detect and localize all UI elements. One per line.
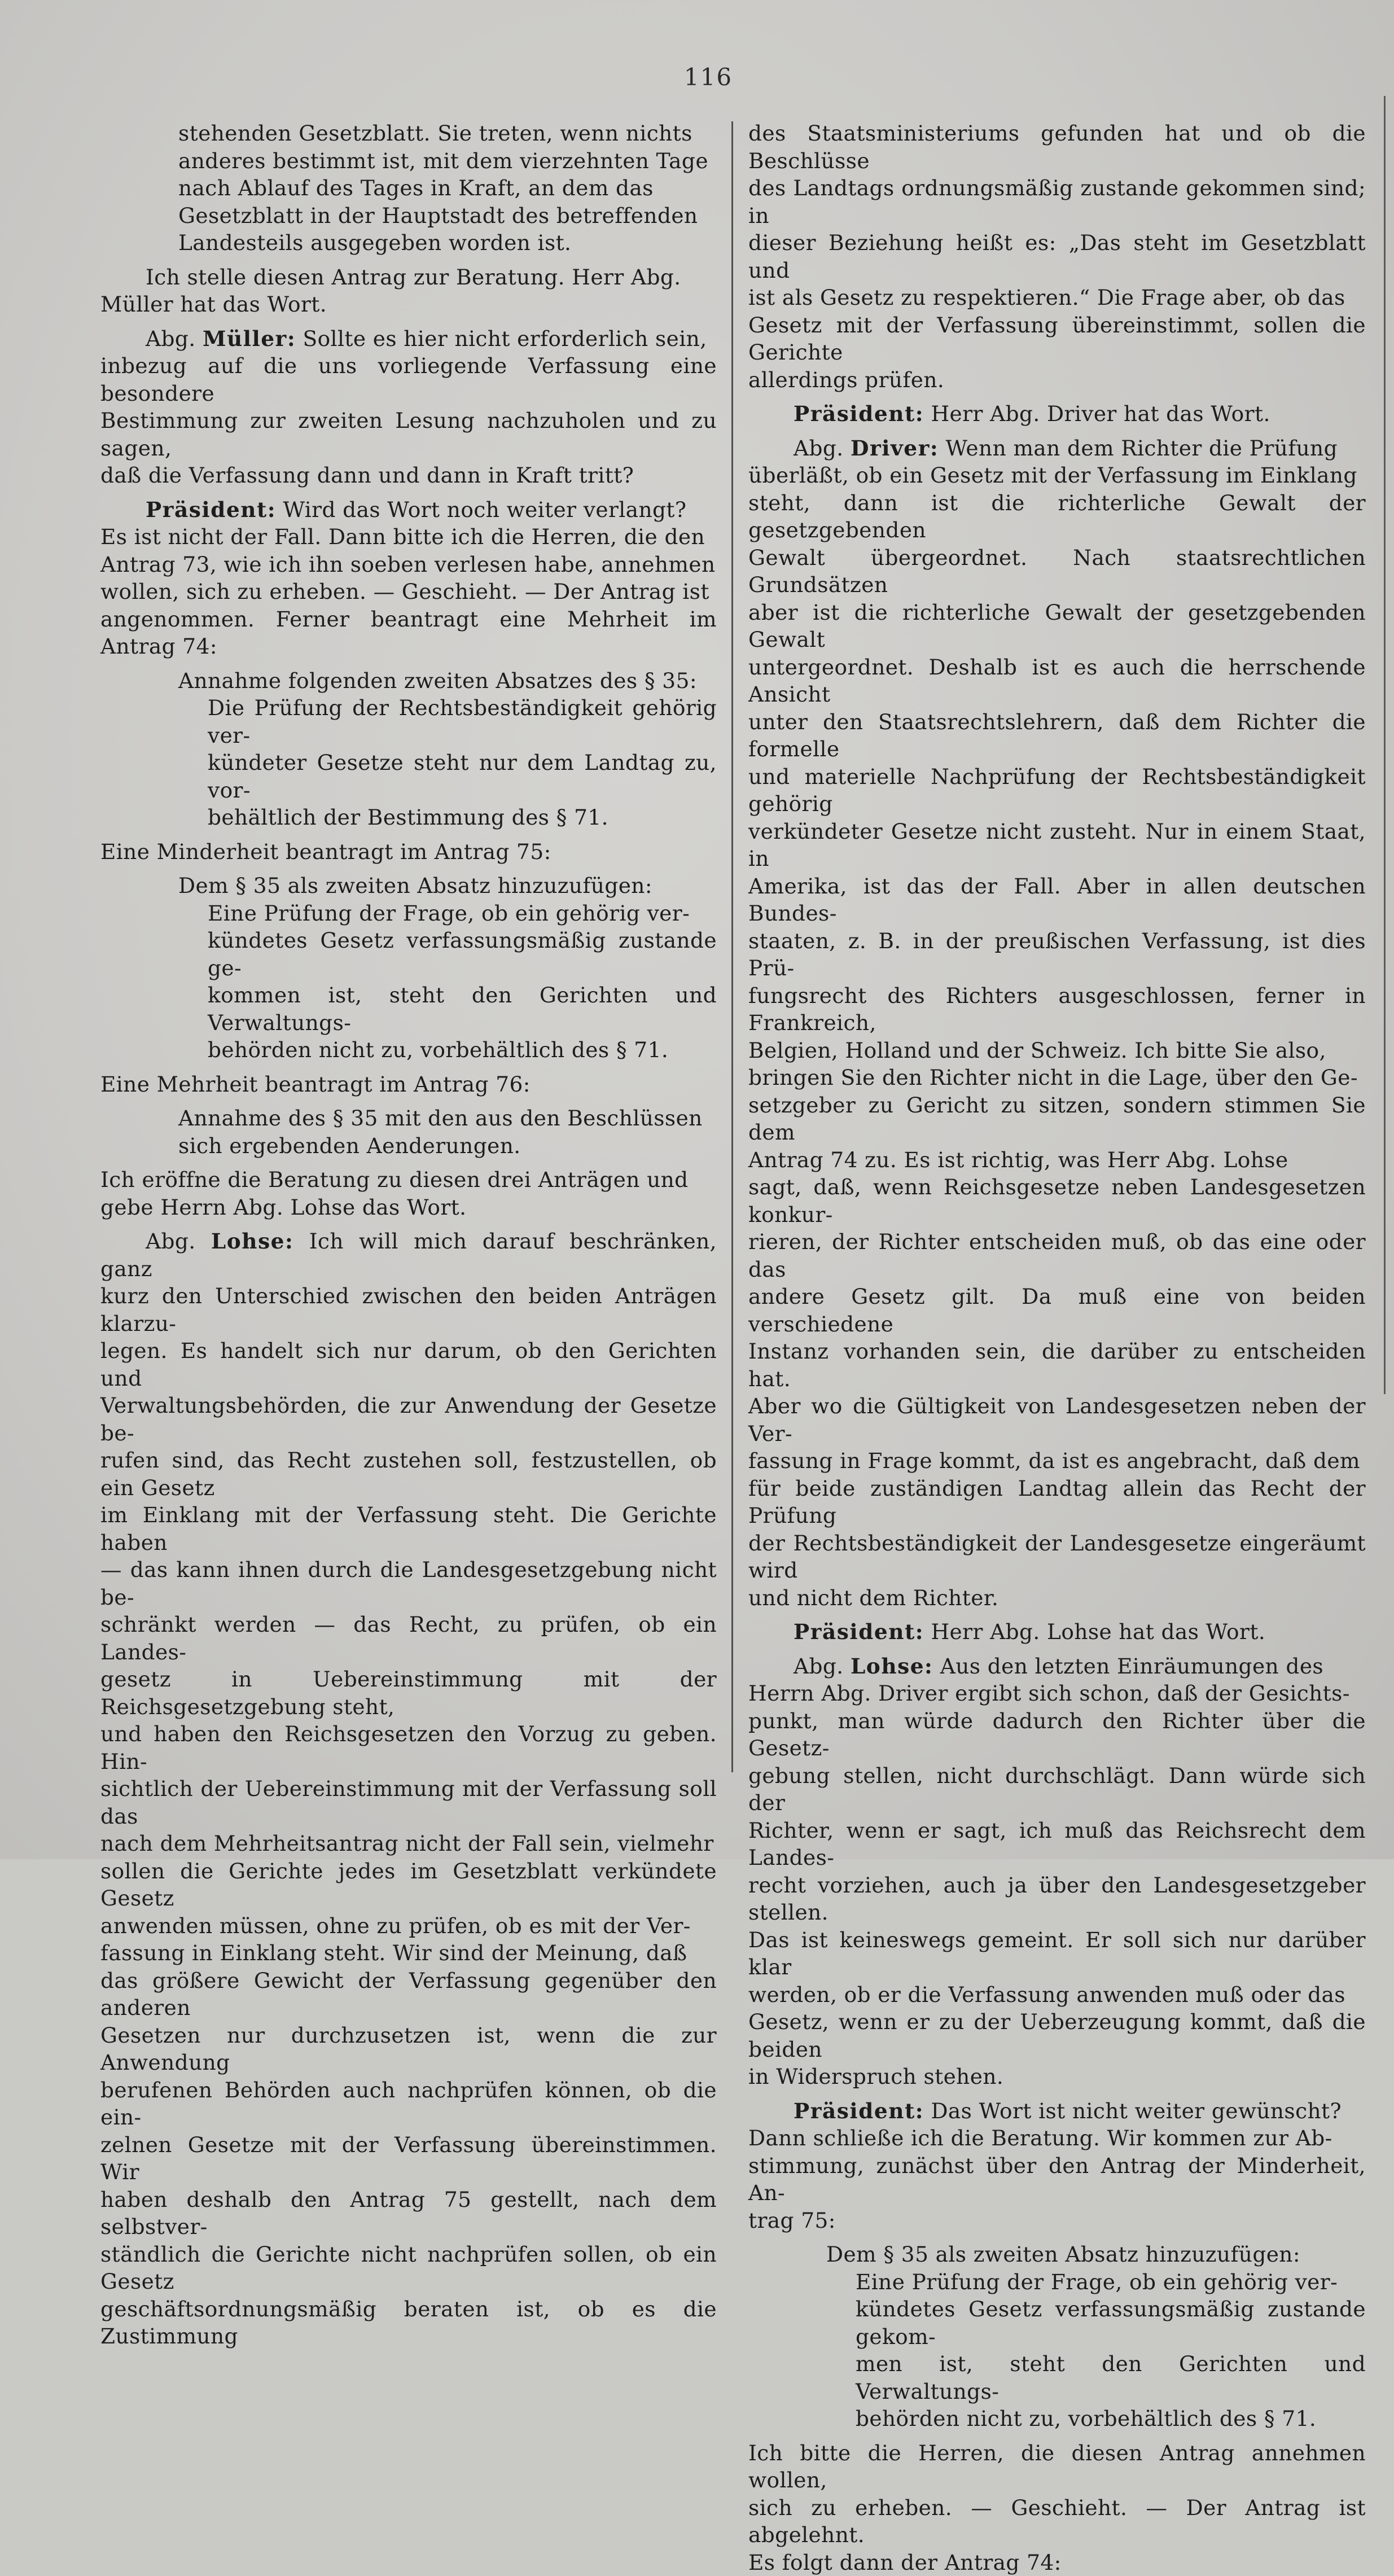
speaker-name: Präsident: (794, 2099, 924, 2123)
page-edge-rule (1384, 96, 1386, 1394)
speech-paragraph (748, 1618, 1366, 1646)
speech-prefix: Abg. (146, 1229, 211, 1254)
motion-heading: Dem § 35 als zweiten Absatz hinzuzufügen: (748, 2241, 1366, 2268)
speech-prefix: Abg. (146, 326, 203, 351)
speech-text: Wenn man dem Richter die Prüfung überläßt, ob ein Gesetz mit der Verfassung im Einklang steht, dann ist die richterliche Gewalt der gesetzgebenden Gewalt übergeordnet. Nach staatsrechtlichen Grundsätzen aber ist die richterliche Gewalt der gesetzgebenden Gewalt untergeordnet. Deshalb ist es auch die herrschende Ansicht unter den Staatsrechtslehrern, daß dem Richter die formelle und materielle Nachprüfung der Rechtsbeständigkeit gehörig verkündeter Gesetze nicht zusteht. Nur in einem Staat, in Amerika, ist das der Fall. Aber in allen deutschen Bundes- staaten, z. B. in der preußischen Verfassung, ist dies Prü- fungsrecht des Richters ausgeschlossen, ferner in Frankreich, Belgien, Holland und der Schweiz. Ich bitte Sie also, bringen Sie den Richter nicht in die Lage, über den Ge- setzgeber zu Gericht zu sitzen, sondern stimmen Sie dem Antrag 74 zu. Es ist richtig, was Herr Abg. Lohse sagt, daß, wenn Reichsgesetze neben Landesgesetzen konkur- rieren, der Richter entscheiden muß, ob das eine oder das andere Gesetz gilt. Da muß eine von beiden verschiedene Instanz vorhanden sein, die darüber zu entscheiden hat. Aber wo die Gültigkeit von Landesgesetzen neben der Ver- fassung in Frage kommt, da ist es angebracht, daß dem für beide zuständigen Landtag allein das Recht der Prüfung der Rechtsbeständigkeit der Landesgesetze eingeräumt wird und nicht dem Richter. (748, 436, 1366, 1610)
speech-text: Wird das Wort noch weiter verlangt? Es ist nicht der Fall. Dann bitte ich die Herren, die den Antrag 73, wie ich ihn soeben verlesen habe, annehmen wollen, sich zu erheben. — Geschieht. — Der Antrag ist angenommen. Ferner beantragt eine Mehrheit im Antrag 74: (100, 497, 717, 659)
page-number: 116 (674, 63, 742, 91)
speaker-name: Lohse: (211, 1229, 293, 1254)
paragraph: Ich eröffne die Beratung zu diesen drei Anträgen und gebe Herrn Abg. Lohse das Wort. (100, 1166, 717, 1221)
paragraph: Ich stelle diesen Antrag zur Beratung. Herr Abg. Müller hat das Wort. (100, 264, 717, 318)
motion-heading: Annahme folgenden zweiten Absatzes des § 35: (100, 667, 717, 695)
right-column (748, 120, 1366, 2576)
paragraph: stehenden Gesetzblatt. Sie treten, wenn nichts anderes bestimmt ist, mit dem vierzehnten Tage nach Ablauf des Tages in Kraft, an dem das Gesetzblatt in der Hauptstadt des betreffenden Landesteils ausgegeben worden ist. (100, 120, 717, 257)
speech-text: Herr Abg. Lohse hat das Wort. (924, 1619, 1265, 1644)
speech-text: Aus den letzten Einräumungen des Herrn Abg. Driver ergibt sich schon, daß der Gesichts- punkt, man würde dadurch den Richter über die Gesetz- gebung stellen, nicht durchschlägt. Dann würde sich der Richter, wenn er sagt, ich muß das Reichsrecht dem Landes- recht vorziehen, auch ja über den Landesgesetzgeber stellen. Das ist keineswegs gemeint. Er soll sich nur darüber klar werden, ob er die Verfassung anwenden muß oder das Gesetz, wenn er zu der Ueberzeugung kommt, daß die beiden in Widerspruch stehen. (748, 1654, 1366, 2089)
speaker-name: Driver: (851, 436, 939, 461)
speech-paragraph (748, 435, 1366, 1612)
speech-text: Ich will mich darauf beschränken, ganz kurz den Unterschied zwischen den beiden Anträgen klarzu- legen. Es handelt sich nur darum, ob den Gerichten und Verwaltungsbehörden, die zur Anwendung der Gesetze be- rufen sind, das Recht zustehen soll, festzustellen, ob ein Gesetz im Einklang mit der Verfassung steht. Die Gerichte haben — das kann ihnen durch die Landesgesetzgebung nicht be- schränkt werden — das Recht, zu prüfen, ob ein Landes- gesetz in Uebereinstimmung mit der Reichsgesetzgebung steht, und haben den Reichsgesetzen den Vorzug zu geben. Hin- sichtlich der Uebereinstimmung mit der Verfassung soll das nach dem Mehrheitsantrag nicht der Fall sein, vielmehr sollen die Gerichte jedes im Gesetzblatt verkündete Gesetz anwenden müssen, ohne zu prüfen, ob es mit der Ver- fassung in Einklang steht. Wir sind der Meinung, daß das größere Gewicht der Verfassung gegenüber den anderen Gesetzen nur durchzusetzen ist, wenn die zur Anwendung berufenen Behörden auch nachprüfen können, ob die ein- zelnen Gesetze mit der Verfassung übereinstimmen. Wir haben deshalb den Antrag 75 gestellt, nach dem selbstver- ständlich die Gerichte nicht nachprüfen sollen, ob ein Gesetz geschäftsordnungsmäßig beraten ist, ob es die Zustimmung (100, 1229, 717, 2349)
speaker-name: Müller: (203, 326, 296, 351)
column-divider (731, 121, 733, 1772)
speaker-name: Präsident: (146, 497, 276, 522)
motion-heading: Dem § 35 als zweiten Absatz hinzuzufügen: (100, 872, 717, 900)
speaker-name: Präsident: (794, 1619, 924, 1644)
speech-paragraph (748, 400, 1366, 428)
paragraph: des Staatsministeriums gefunden hat und ob die Beschlüsse des Landtags ordnungsmäßig zustande gekommen sind; in dieser Beziehung heißt es: „Das steht im Gesetzblatt und ist als Gesetz zu respektieren.“ Die Frage aber, ob das Gesetz mit der Verfassung übereinstimmt, sollen die Gerichte allerdings prüfen. (748, 120, 1366, 393)
speech-paragraph (100, 1228, 717, 2350)
motion-text: Eine Prüfung der Frage, ob ein gehörig ver- kündetes Gesetz verfassungsmäßig zustande gekom- men ist, steht den Gerichten und Verwaltungs- behörden nicht zu, vorbehältlich des § 71. (748, 2268, 1366, 2433)
paragraph: Eine Minderheit beantragt im Antrag 75: (100, 838, 717, 866)
motion-text: Eine Prüfung der Frage, ob ein gehörig ver- kündetes Gesetz verfassungsmäßig zustande ge- kommen ist, steht den Gerichten und Verwaltungs- behörden nicht zu, vorbehältlich des § 71. (100, 900, 717, 1064)
motion-text: Annahme des § 35 mit den aus den Beschlüssen sich ergebenden Aenderungen. (100, 1105, 717, 1159)
paragraph: Eine Mehrheit beantragt im Antrag 76: (100, 1071, 717, 1098)
speech-paragraph (748, 2097, 1366, 2235)
motion-text: Die Prüfung der Rechtsbeständigkeit gehörig ver- kündeter Gesetze steht nur dem Landtag zu, vor- behältlich der Bestimmung des § 71. (100, 694, 717, 831)
speech-paragraph (100, 325, 717, 489)
speech-paragraph (100, 496, 717, 660)
speech-text: Sollte es hier nicht erforderlich sein, inbezug auf die uns vorliegende Verfassung eine besondere Bestimmung zur zweiten Lesung nachzuholen und zu sagen, daß die Verfassung dann und dann in Kraft tritt? (100, 326, 717, 488)
paragraph: Ich bitte die Herren, die diesen Antrag annehmen wollen, sich zu erheben. — Geschieht. — Der Antrag ist abgelehnt. Es folgt dann der Antrag 74: (748, 2439, 1366, 2576)
speech-text: Das Wort ist nicht weiter gewünscht? Dann schließe ich die Beratung. Wir kommen zur Ab- stimmung, zunächst über den Antrag der Minderheit, An- trag 75: (748, 2099, 1366, 2233)
speech-paragraph (748, 1653, 1366, 2091)
speech-text: Herr Abg. Driver hat das Wort. (924, 401, 1270, 426)
speaker-name: Lohse: (851, 1654, 933, 1679)
speech-prefix: Abg. (794, 436, 851, 461)
left-column (100, 120, 717, 2350)
speaker-name: Präsident: (794, 401, 924, 426)
speech-prefix: Abg. (794, 1654, 851, 1679)
